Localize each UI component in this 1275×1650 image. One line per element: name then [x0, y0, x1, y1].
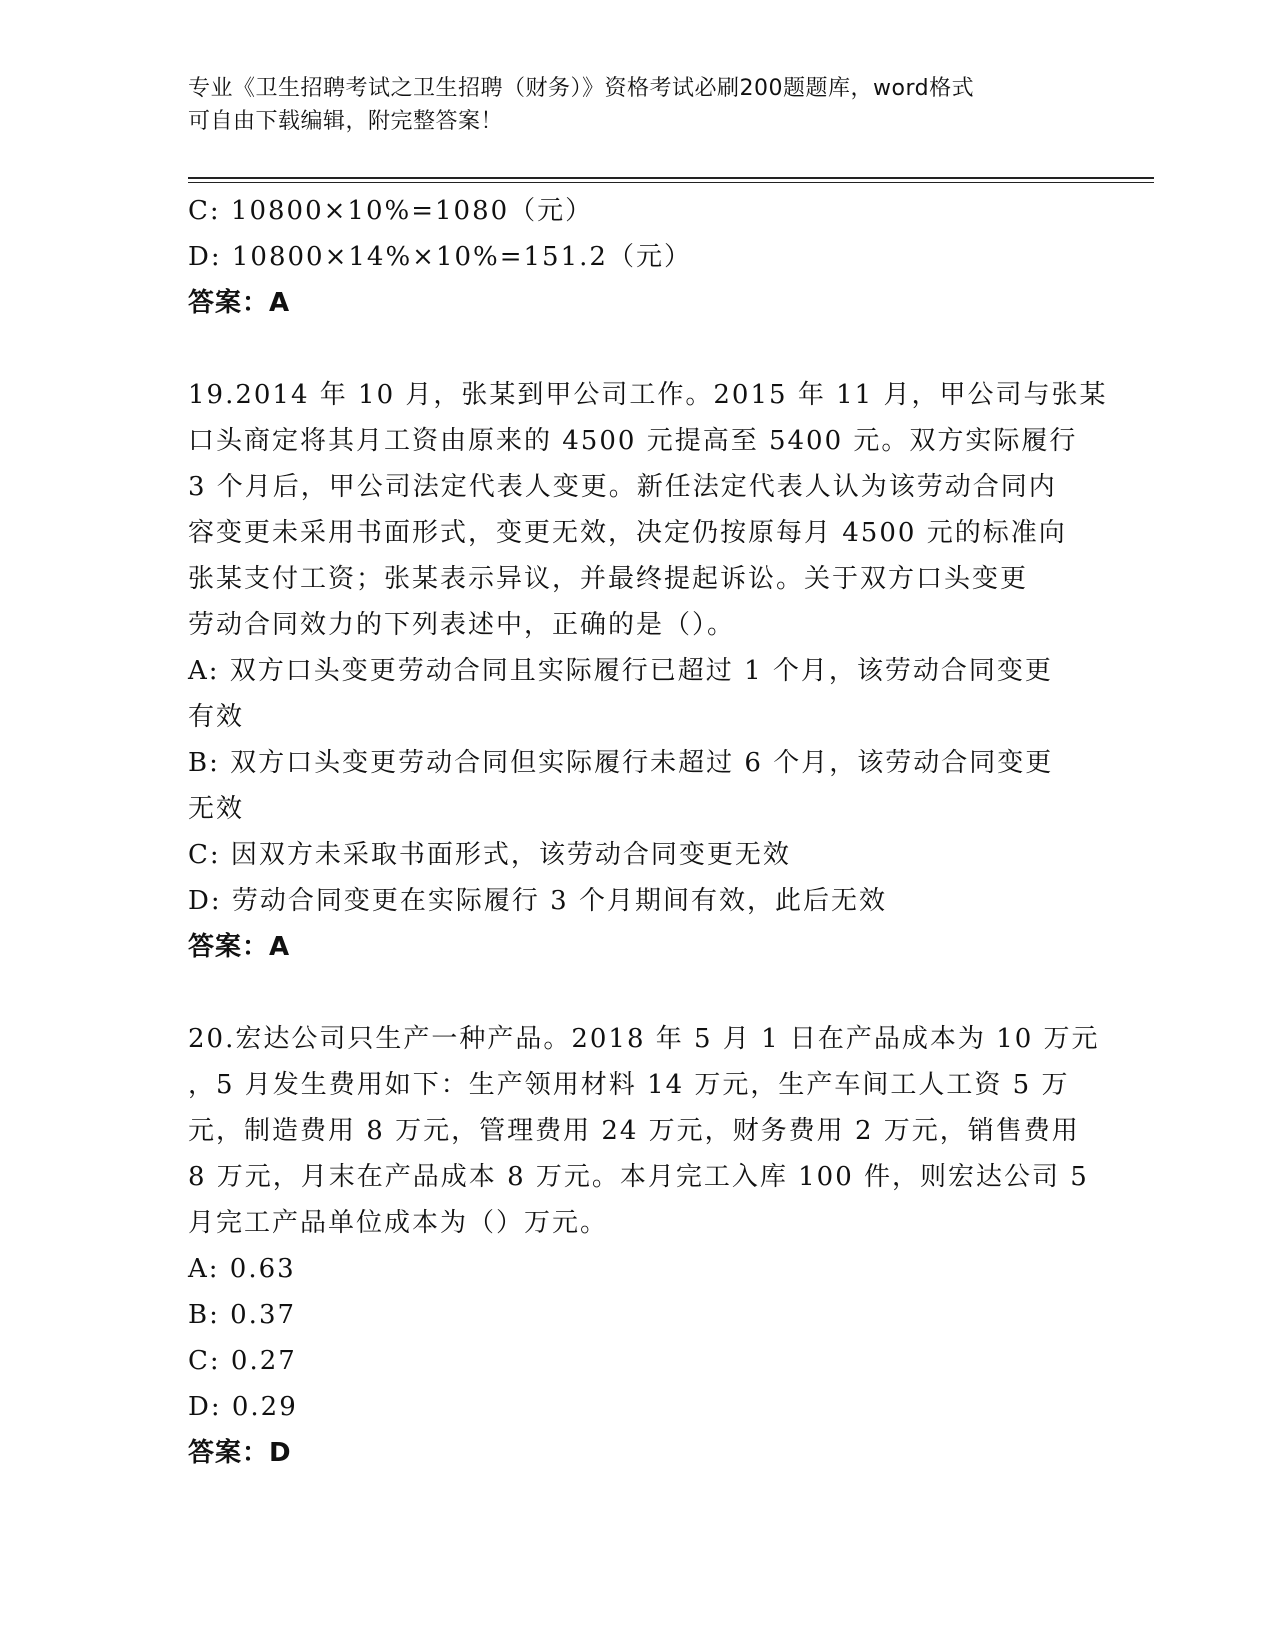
header-divider-thin: [188, 182, 1154, 183]
answer-line: 答案：D: [188, 1438, 292, 1468]
previous-question-tail: [188, 188, 1088, 326]
header-divider-thick: [188, 177, 1154, 179]
option-a: A: 双方口头变更劳动合同且实际履行已超过 1 个月，该劳动合同变更: [188, 656, 1053, 686]
question-stem-line: 元，制造费用 8 万元，管理费用 24 万元，财务费用 2 万元，销售费用: [188, 1116, 1080, 1146]
option-c: C: 因双方未采取书面形式，该劳动合同变更无效: [188, 840, 791, 870]
header-title-line-2: 可自由下载编辑，附完整答案！: [188, 109, 504, 134]
question-stem-line: 口头商定将其月工资由原来的 4500 元提高至 5400 元。双方实际履行: [188, 426, 1078, 456]
option-b-continued: 无效: [188, 794, 245, 824]
option-d: D: 劳动合同变更在实际履行 3 个月期间有效，此后无效: [188, 886, 887, 916]
option-b: B: 双方口头变更劳动合同但实际履行未超过 6 个月，该劳动合同变更: [188, 748, 1054, 778]
option-c: C: 0.27: [188, 1346, 297, 1376]
page-header: [188, 72, 1078, 138]
option-c: C: 10800×10%=1080（元）: [188, 196, 594, 226]
answer-line: 答案：A: [188, 288, 291, 318]
question-20: [188, 1016, 1100, 1476]
option-a: A: 0.63: [188, 1254, 296, 1284]
document-body: [188, 188, 1108, 1476]
option-d: D: 10800×14%×10%=151.2（元）: [188, 242, 692, 272]
question-stem-line: 8 万元，月末在产品成本 8 万元。本月完工入库 100 件，则宏达公司 5: [188, 1162, 1089, 1192]
answer-line: 答案：A: [188, 932, 291, 962]
spacer: [188, 326, 1088, 372]
question-stem-line: 月完工产品单位成本为（）万元。: [188, 1208, 609, 1238]
question-stem-line: 张某支付工资；张某表示异议，并最终提起诉讼。关于双方口头变更: [188, 564, 1029, 594]
header-title-line-1: 专业《卫生招聘考试之卫生招聘（财务）》资格考试必刷200题题库，word格式: [188, 76, 975, 101]
question-19: [188, 372, 1108, 970]
question-stem-line: ，5 月发生费用如下：生产领用材料 14 万元，生产车间工人工资 5 万: [188, 1070, 1070, 1100]
option-b: B: 0.37: [188, 1300, 297, 1330]
question-stem-line: 劳动合同效力的下列表述中，正确的是（）。: [188, 610, 736, 640]
question-stem-line: 20.宏达公司只生产一种产品。2018 年 5 月 1 日在产品成本为 10 万元: [188, 1024, 1100, 1054]
option-a-continued: 有效: [188, 702, 245, 732]
option-d: D: 0.29: [188, 1392, 298, 1422]
question-stem-line: 容变更未采用书面形式，变更无效，决定仍按原每月 4500 元的标准向: [188, 518, 1067, 548]
question-stem-line: 19.2014 年 10 月，张某到甲公司工作。2015 年 11 月，甲公司与张某: [188, 380, 1108, 410]
question-stem-line: 3 个月后，甲公司法定代表人变更。新任法定代表人认为该劳动合同内: [188, 472, 1057, 502]
spacer: [188, 970, 1088, 1016]
